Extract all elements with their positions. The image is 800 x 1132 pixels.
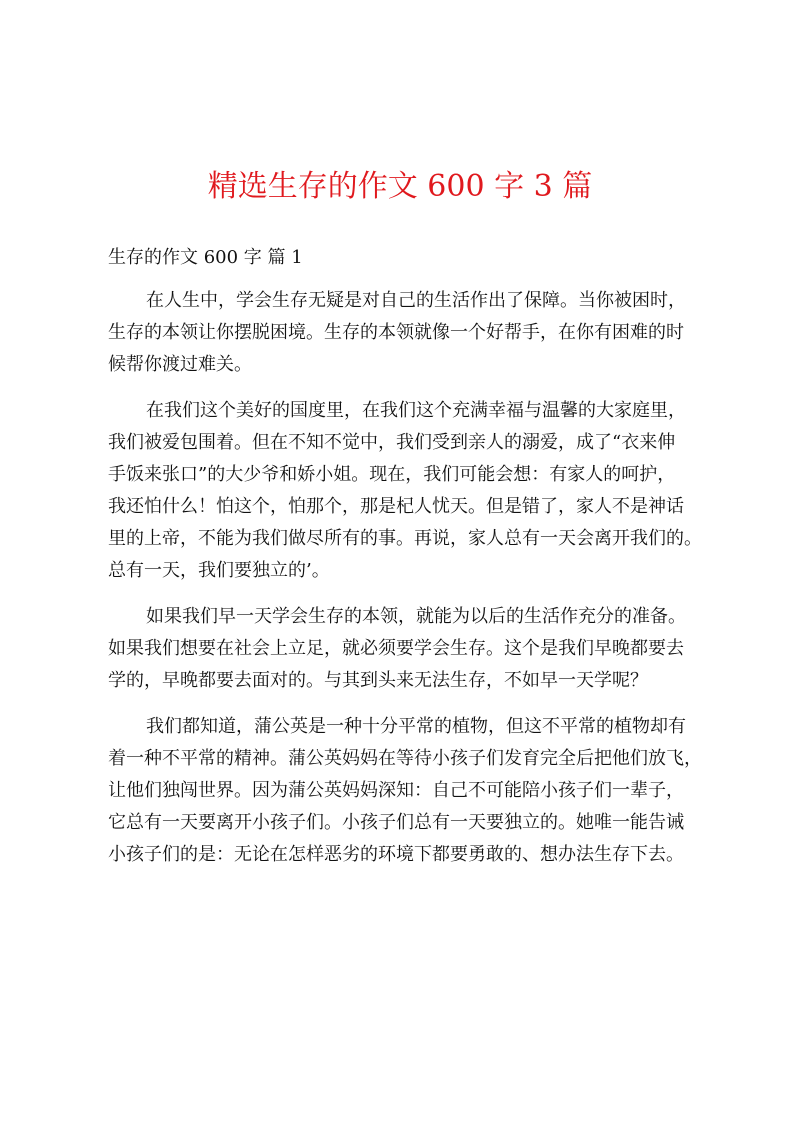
paragraph-line: 让他们独闯世界。因为蒲公英妈妈深知：自己不可能陪小孩子们一辈子， [108,780,684,801]
paragraph-line: 我还怕什么！怕这个，怕那个，那是杞人忧天。但是错了，家人不是神话 [108,496,684,517]
section-heading: 生存的作文 600 字 篇 1 [108,247,303,268]
paragraph-line: 手饭来张口”的大少爷和娇小姐。现在，我们可能会想：有家人的呵护， [108,464,676,485]
paragraph [108,285,708,381]
paragraph-line: 着一种不平常的精神。蒲公英妈妈在等待小孩子们发育完全后把他们放飞， [108,748,702,769]
document-title: 精选生存的作文 600 字 3 篇 [207,169,593,204]
paragraph-line: 小孩子们的是：无论在怎样恶劣的环境下都要勇敢的、想办法生存下去。 [108,844,684,865]
paragraph-line: 生存的本领让你摆脱困境。生存的本领就像一个好帮手，在你有困难的时 [108,322,684,343]
paragraph [108,601,708,697]
paragraph-line: 它总有一天要离开小孩子们。小孩子们总有一天要独立的。她唯一能告诫 [108,812,684,833]
paragraph-line: 里的上帝，不能为我们做尽所有的事。再说，家人总有一天会离开我们的。 [108,528,702,549]
paragraph [108,711,708,871]
paragraph-line: 如果我们想要在社会上立足，就必须要学会生存。这个是我们早晚都要去 [108,638,684,659]
paragraph [108,395,708,587]
paragraph-line: 在人生中，学会生存无疑是对自己的生活作出了保障。当你被困时， [146,290,686,311]
paragraph-line: 我们被爱包围着。但在不知不觉中，我们受到亲人的溺爱，成了“衣来伸 [108,432,676,453]
paragraph-line: 如果我们早一天学会生存的本领，就能为以后的生活作充分的准备。 [146,606,686,627]
paragraph-line: 候帮你渡过难关。 [108,354,252,375]
essay-body [108,285,708,885]
paragraph-line: 总有一天，我们要独立的’。 [108,560,330,581]
paragraph-line: 在我们这个美好的国度里，在我们这个充满幸福与温馨的大家庭里， [146,400,686,421]
paragraph-line: 学的，早晚都要去面对的。与其到头来无法生存，不如早一天学呢？ [108,670,648,691]
paragraph-line: 我们都知道，蒲公英是一种十分平常的植物，但这不平常的植物却有 [146,716,686,737]
